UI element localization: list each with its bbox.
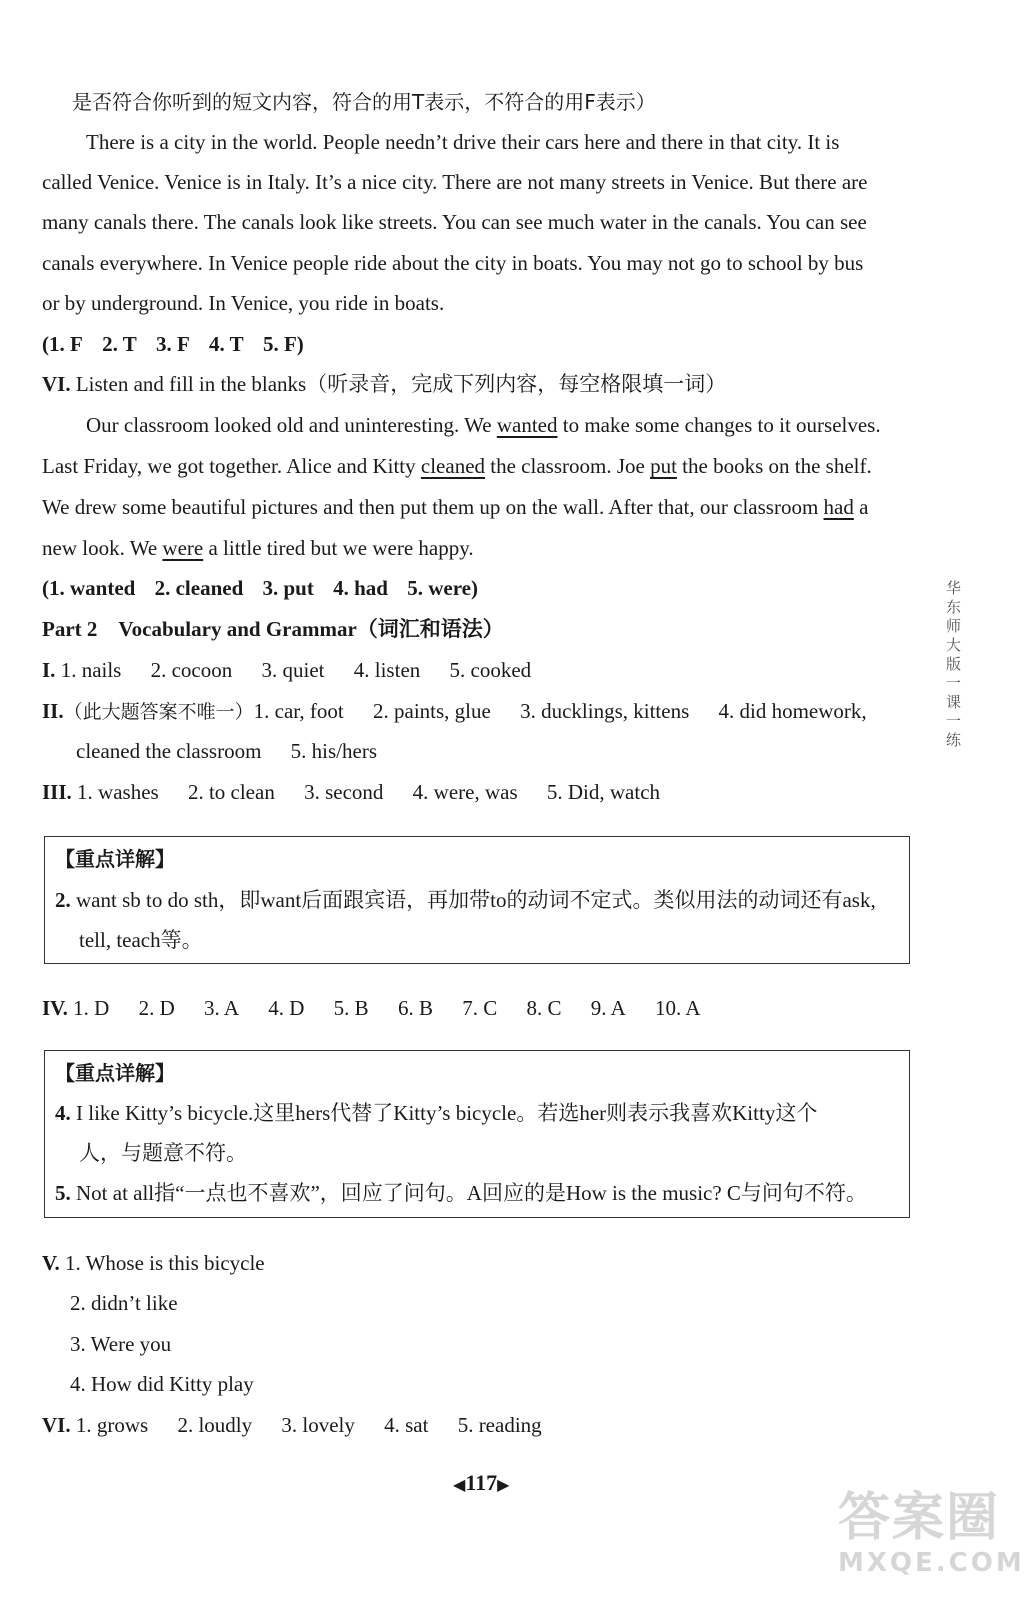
item-number: 5. (55, 1181, 71, 1205)
watermark-logo: 答案圈 (838, 1488, 1001, 1548)
filled-blank: had (823, 495, 854, 519)
answer: 10. A (655, 996, 701, 1020)
page-number (453, 1470, 509, 1496)
filled-blank: cleaned (420, 454, 486, 478)
answer: (1. wanted (42, 576, 136, 600)
text: We drew some beautiful pictures and then put them up on the wall. After that, our classroom (42, 495, 824, 519)
key-explanation-box (44, 836, 910, 964)
section-note: （此大题答案不唯一） (63, 701, 254, 723)
answer: 1. D (73, 996, 110, 1020)
side-book-title: 华东师大版一课一练 (944, 580, 962, 751)
fill-answers (42, 574, 478, 602)
text: Our classroom looked old and uninteresting. We (86, 413, 497, 437)
text: want sb to do sth，即want后面跟宾语，再加带to的动词不定式。类似用法的动词还有ask, (76, 888, 876, 912)
fill-passage-line (42, 493, 868, 521)
text: the classroom. Joe (485, 454, 651, 478)
answer: 4. sat (384, 1413, 429, 1437)
answer: 4. T (209, 332, 244, 356)
passage-line: many canals there. The canals look like streets. You can see much water in the canals. You can see (42, 210, 867, 234)
text: new look. We (42, 536, 163, 560)
answer: 1. grows (75, 1413, 149, 1437)
answer: 3. put (262, 576, 314, 600)
passage-line: or by underground. In Venice, you ride in boats. (42, 291, 445, 315)
answer: 5. F) (262, 332, 304, 356)
filled-blank: put (650, 454, 677, 478)
section-label: VI. (42, 1413, 71, 1437)
section-label: V. (42, 1251, 60, 1275)
item-number: 2. (55, 888, 71, 912)
section-vi-grammar (42, 1411, 542, 1439)
text: a little tired but we were happy. (203, 536, 474, 560)
box-line (55, 1179, 867, 1207)
answer: 5. Did, watch (546, 780, 661, 804)
instruction-tail: 是否符合你听到的短文内容，符合的用T表示，不符合的用F表示） (72, 90, 656, 114)
answer: 1. Whose is this bicycle (64, 1251, 265, 1275)
filled-blank: were (162, 536, 204, 560)
box-line: tell, teach等。 (79, 928, 203, 952)
answer: 6. B (397, 996, 433, 1020)
section-v (42, 1249, 265, 1277)
triangle-right-icon: ▶ (497, 1477, 510, 1494)
fill-passage-line (42, 534, 474, 562)
section-ii-cont (76, 737, 377, 765)
answer: (1. F (42, 332, 83, 356)
answer: 1. nails (60, 658, 122, 682)
text: Not at all指“一点也不喜欢”，回应了问句。A回应的是How is the music? C与问句不符。 (76, 1181, 867, 1205)
section-iv (42, 994, 701, 1022)
answer: 4. D (268, 996, 305, 1020)
answer: 2. didn’t like (70, 1291, 178, 1315)
triangle-left-icon: ◀ (453, 1477, 466, 1494)
answer: 5. his/hers (290, 739, 377, 763)
box-heading: 【重点详解】 (55, 1061, 175, 1085)
box-line: 人，与题意不符。 (79, 1141, 247, 1165)
answer: 2. cleaned (154, 576, 244, 600)
watermark-url: MXQE.COM (838, 1548, 1025, 1578)
box-line (55, 1099, 817, 1127)
section-label: IV. (42, 996, 68, 1020)
passage-line: There is a city in the world. People needn’t drive their cars here and there in that city. It is (86, 130, 840, 154)
answer: 2. paints, glue (373, 699, 491, 723)
tf-answers (42, 330, 304, 358)
answer: 4. listen (353, 658, 421, 682)
answer: 2. D (138, 996, 175, 1020)
text: the books on the shelf. (676, 454, 872, 478)
page-number-value: 117 (465, 1470, 498, 1495)
text: I like Kitty’s bicycle.这里hers代替了Kitty’s bicycle。若选her则表示我喜欢Kitty这个 (76, 1101, 818, 1125)
answer: 9. A (590, 996, 626, 1020)
answer: 3. Were you (70, 1332, 172, 1356)
answer: 1. washes (77, 780, 159, 804)
answer: 1. car, foot (253, 699, 344, 723)
answer: 3. quiet (261, 658, 325, 682)
answer: 4. were, was (412, 780, 518, 804)
answer: 4. had (333, 576, 388, 600)
answer: 7. C (462, 996, 498, 1020)
box-line (55, 886, 876, 914)
answer: 3. F (155, 332, 190, 356)
key-explanation-box (44, 1050, 910, 1218)
box-heading: 【重点详解】 (55, 847, 175, 871)
answer: 8. C (526, 996, 562, 1020)
answer: 2. loudly (177, 1413, 253, 1437)
answer: 5. reading (457, 1413, 542, 1437)
section-iii (42, 778, 660, 806)
answer: 2. cocoon (150, 658, 233, 682)
fill-passage-line (86, 411, 881, 439)
filled-blank: wanted (496, 413, 558, 437)
text: Last Friday, we got together. Alice and Kitty (42, 454, 421, 478)
answer: cleaned the classroom (76, 739, 262, 763)
section-ii (42, 697, 867, 726)
section-title: Listen and fill in the blanks（听录音，完成下列内容，每空格限填一词） (75, 372, 727, 396)
answer: 4. How did Kitty play (70, 1372, 254, 1396)
item-number: 4. (55, 1101, 71, 1125)
watermark (838, 1488, 1025, 1588)
answer: 5. cooked (449, 658, 532, 682)
fill-passage-line (42, 452, 872, 480)
passage-line: called Venice. Venice is in Italy. It’s a nice city. There are not many streets in Venice. But there are (42, 170, 868, 194)
section-label: III. (42, 780, 72, 804)
section-i (42, 656, 531, 684)
text: a (853, 495, 869, 519)
answer: 2. T (102, 332, 137, 356)
section-label: II. (42, 699, 64, 723)
section-label: I. (42, 658, 56, 682)
passage-line: canals everywhere. In Venice people ride about the city in boats. You may not go to school by bus (42, 251, 864, 275)
answer: 3. ducklings, kittens (520, 699, 690, 723)
text: to make some changes to it ourselves. (557, 413, 881, 437)
answer: 3. A (203, 996, 239, 1020)
answer: 2. to clean (187, 780, 275, 804)
part2-title: Part 2 Vocabulary and Grammar（词汇和语法） (42, 617, 504, 641)
section-vi-heading (42, 370, 726, 398)
section-label: VI. (42, 372, 71, 396)
answer: 5. were) (407, 576, 478, 600)
answer: 4. did homework, (718, 699, 867, 723)
answer: 3. lovely (281, 1413, 355, 1437)
answer: 3. second (304, 780, 384, 804)
answer: 5. B (333, 996, 369, 1020)
